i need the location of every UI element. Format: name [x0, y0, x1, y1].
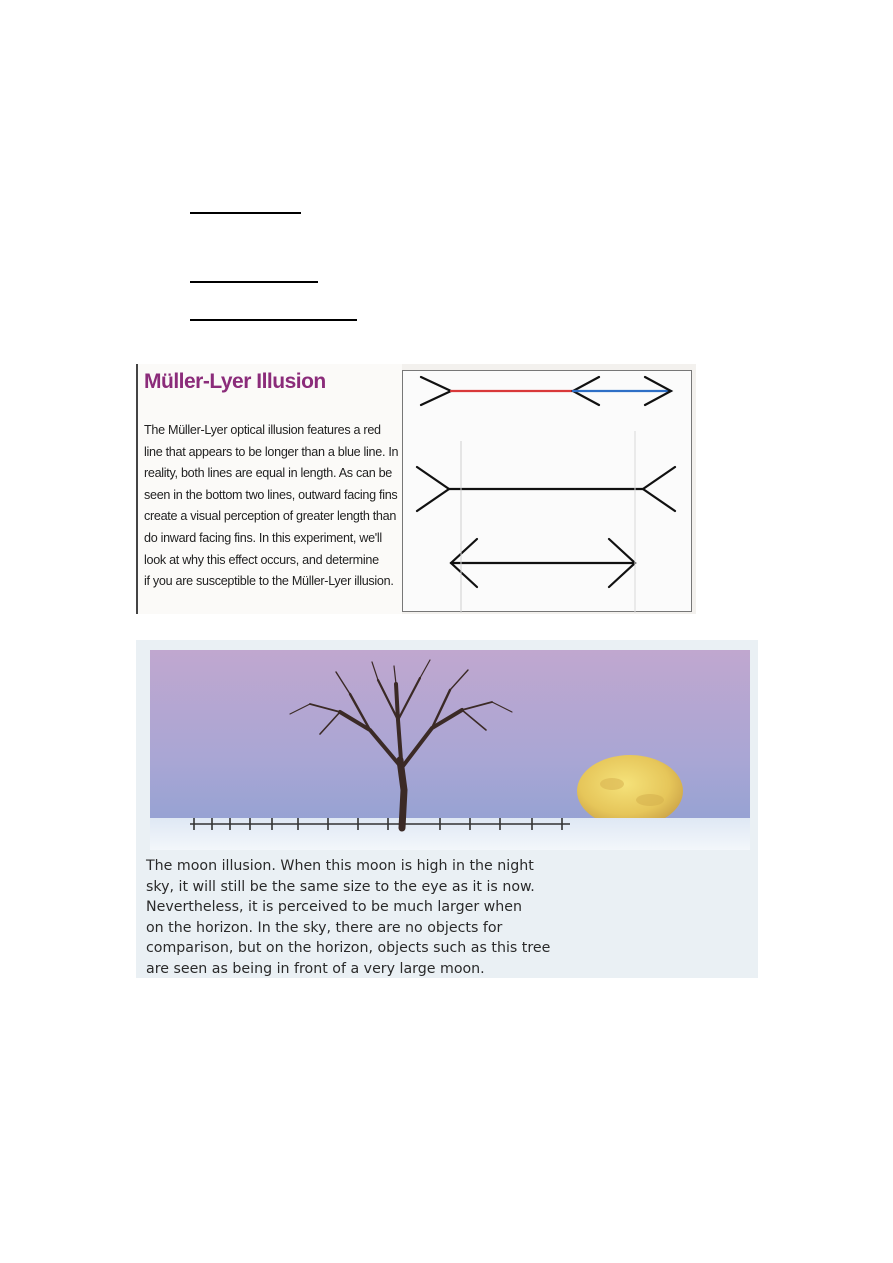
- description-line: do inward facing fins. In this experiment, we'll: [144, 530, 382, 545]
- caption-line: on the horizon. In the sky, there are no objects for: [146, 919, 503, 936]
- moon-illusion-photo: [150, 650, 750, 850]
- middle-line-right-fin: [643, 467, 675, 511]
- description-line: reality, both lines are equal in length. As can be: [144, 466, 393, 481]
- muller-lyer-text-column: [136, 364, 402, 614]
- description-line: look at why this effect occurs, and determine: [144, 552, 379, 567]
- muller-lyer-description: [144, 420, 406, 593]
- red-line-left-fin: [421, 377, 451, 405]
- muller-lyer-figure: [402, 370, 692, 612]
- muller-lyer-diagram: [403, 371, 693, 613]
- moon-tree-scene: [150, 650, 750, 850]
- middle-line-left-fin: [417, 467, 449, 511]
- description-line: seen in the bottom two lines, outward facing fins: [144, 487, 398, 502]
- description-line: if you are susceptible to the Müller-Lyer illusion.: [144, 574, 394, 589]
- caption-line: comparison, but on the horizon, objects such as this tree: [146, 940, 551, 957]
- caption-line: Nevertheless, it is perceived to be much larger when: [146, 899, 523, 916]
- snow-ground: [150, 818, 750, 850]
- moon: [577, 755, 683, 827]
- description-line: line that appears to be longer than a blue line. In: [144, 444, 399, 459]
- muller-lyer-panel: [136, 364, 696, 614]
- caption-line: are seen as being in front of a very large moon.: [146, 960, 485, 977]
- moon-illusion-panel: [136, 640, 758, 978]
- description-line: create a visual perception of greater length than: [144, 509, 397, 524]
- caption-line: sky, it will still be the same size to the eye as it is now.: [146, 878, 535, 895]
- answer-line-1: [190, 212, 301, 214]
- caption-line: The moon illusion. When this moon is high in the night: [146, 858, 534, 874]
- answer-line-3: [190, 319, 357, 321]
- answer-line-2: [190, 281, 318, 283]
- muller-lyer-title: Müller-Lyer Illusion: [144, 370, 326, 393]
- moon-illusion-caption: [146, 856, 746, 978]
- description-line: The Müller-Lyer optical illusion features a red: [144, 423, 381, 437]
